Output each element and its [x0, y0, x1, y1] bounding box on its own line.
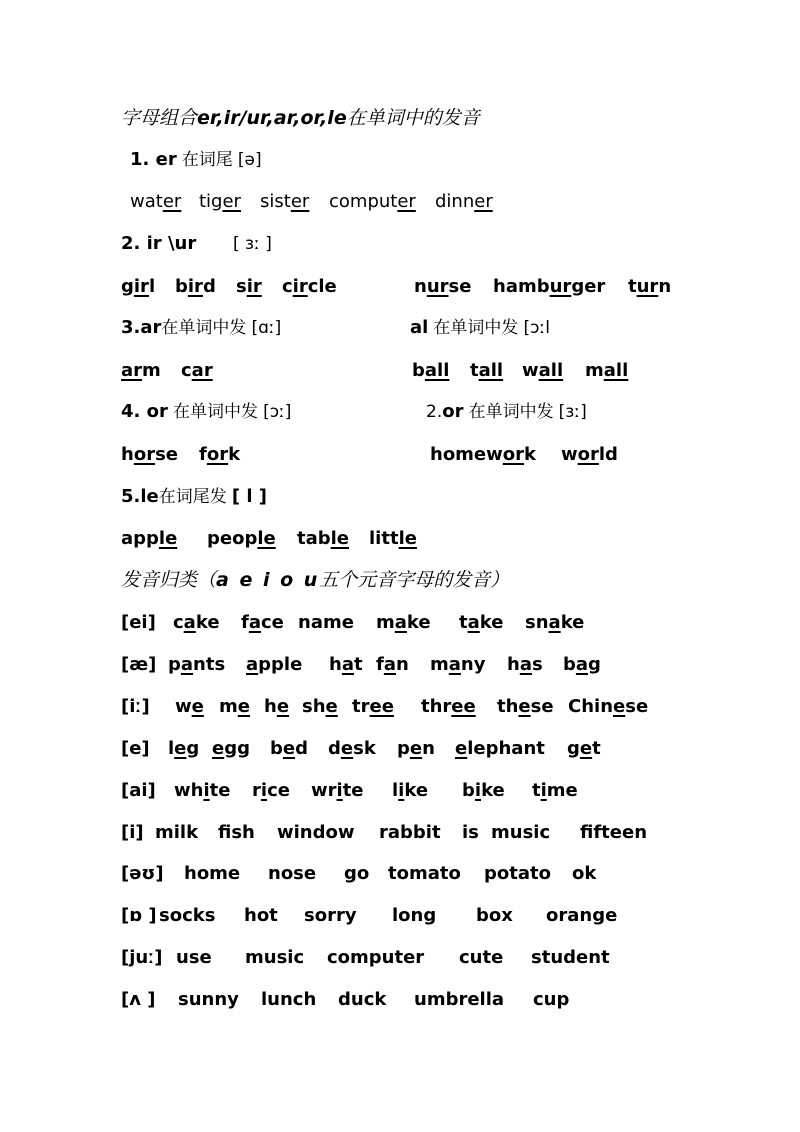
word: music — [491, 822, 551, 843]
word-underlined: ir — [292, 276, 308, 297]
word-pre: th — [497, 696, 519, 717]
word — [282, 278, 337, 296]
word-pre: p — [397, 738, 410, 759]
word-post: ke — [481, 780, 505, 801]
word-post: te — [342, 780, 364, 801]
word-pre: h — [264, 696, 277, 717]
heading-cn: 在单词中发 — [172, 402, 258, 422]
word — [174, 782, 230, 800]
word-pre: m — [430, 654, 449, 675]
word-post: te — [209, 780, 231, 801]
word-post: lephant — [467, 738, 545, 759]
word — [430, 446, 536, 464]
word — [392, 782, 428, 800]
word — [470, 362, 503, 380]
word — [252, 782, 290, 800]
word-underlined: e — [237, 696, 250, 717]
word-underlined: e — [409, 738, 423, 759]
word — [199, 446, 240, 464]
word-pre: n — [414, 276, 427, 297]
word-post: t — [353, 654, 363, 675]
word — [199, 193, 241, 211]
word-underlined: e — [455, 738, 468, 759]
word — [328, 740, 376, 758]
word — [376, 614, 431, 632]
word-underlined: i — [260, 780, 268, 801]
word-post: se — [530, 696, 554, 717]
word-pre: m — [585, 360, 604, 381]
row-ipa: [e] — [121, 738, 150, 759]
word: music — [245, 947, 305, 968]
word: long — [392, 905, 437, 926]
word-pre: w — [522, 360, 539, 381]
word-pre: f — [199, 444, 207, 465]
word — [493, 278, 605, 296]
word-pre: c — [181, 360, 192, 381]
word-post: t — [592, 738, 601, 759]
word: umbrella — [414, 989, 505, 1010]
word-pre: f — [241, 612, 249, 633]
row-ipa: [iː] — [121, 696, 150, 717]
word-pre: g — [121, 276, 134, 297]
row-ipa: [ai] — [121, 780, 156, 801]
word-underlined: i — [474, 780, 482, 801]
section3-heading-right — [410, 319, 550, 337]
word-pre: tig — [199, 191, 223, 212]
word — [585, 362, 628, 380]
word-post: se — [625, 696, 649, 717]
heading-number-bold: or — [442, 401, 464, 422]
word-underlined: a — [248, 612, 261, 633]
word-pre: b — [563, 654, 576, 675]
page-title — [121, 109, 480, 128]
heading-number: 2. ir \ur — [121, 233, 197, 254]
word-underlined: ee — [369, 696, 394, 717]
word-post: sk — [353, 738, 376, 759]
heading-ipa: [ɔːl — [523, 318, 550, 338]
word — [329, 193, 416, 211]
word-underlined: ee — [451, 696, 476, 717]
word-underlined: er — [290, 191, 310, 212]
word-underlined: e — [325, 696, 338, 717]
word: use — [176, 947, 212, 968]
word — [567, 740, 601, 758]
word-post: se — [448, 276, 472, 297]
heading-cn: 在词尾发 — [158, 487, 227, 507]
word-pre: h — [329, 654, 342, 675]
word-underlined: er — [397, 191, 416, 212]
word-post: n — [422, 738, 435, 759]
word-underlined: a — [467, 612, 480, 633]
word-pre: b — [270, 738, 283, 759]
word: student — [531, 947, 610, 968]
heading-ipa: [ ɜː ] — [233, 234, 272, 254]
section4-heading-left — [121, 403, 291, 421]
word: sunny — [178, 989, 239, 1010]
word: sorry — [304, 905, 357, 926]
section2-heading — [121, 235, 196, 253]
word — [270, 740, 308, 758]
word-pre: r — [252, 780, 261, 801]
word-underlined: all — [478, 360, 504, 381]
word-pre: c — [173, 612, 184, 633]
word: lunch — [261, 989, 317, 1010]
word-pre: h — [507, 654, 520, 675]
word-post: ce — [267, 780, 290, 801]
word-post: n — [658, 276, 672, 297]
word-underlined: e — [212, 738, 225, 759]
word-pre: s — [236, 276, 247, 297]
word — [563, 656, 601, 674]
word-pre: app — [121, 528, 159, 549]
word-post: k — [228, 444, 241, 465]
row-ipa: [i] — [121, 822, 144, 843]
word — [121, 530, 177, 548]
word-pre: wh — [174, 780, 204, 801]
word — [376, 656, 409, 674]
word-pre: t — [628, 276, 637, 297]
word-underlined: le — [257, 528, 276, 549]
word-pre: tr — [352, 696, 370, 717]
word — [302, 698, 338, 716]
word-post: se — [155, 444, 178, 465]
word-pre: comput — [329, 191, 398, 212]
word — [207, 530, 276, 548]
word-pre: l — [392, 780, 399, 801]
heading-number: 2. — [426, 402, 443, 422]
word-underlined: ir — [133, 276, 149, 297]
word-underlined: e — [340, 738, 354, 759]
word-pre: Chin — [568, 696, 614, 717]
word-pre: b — [462, 780, 475, 801]
word-underlined: ar — [191, 360, 213, 381]
word: is — [462, 822, 479, 843]
word-underlined: i — [203, 780, 210, 801]
word-post: ger — [571, 276, 606, 297]
word-pre: w — [561, 444, 578, 465]
word-underlined: er — [222, 191, 241, 212]
vowel-heading — [121, 571, 509, 590]
word — [462, 782, 505, 800]
word-post: s — [531, 654, 543, 675]
heading-number: 4. or — [121, 401, 168, 422]
word-post: m — [142, 360, 161, 381]
word — [121, 278, 155, 296]
title-cn-post: 在单词中的发音 — [346, 107, 480, 129]
section4-heading-right — [426, 403, 587, 421]
word-underlined: a — [180, 654, 194, 675]
word — [168, 656, 225, 674]
word-underlined: e — [613, 696, 626, 717]
row-ipa: [æ] — [121, 654, 157, 675]
word-pre: thr — [421, 696, 452, 717]
title-letters: er,ir/ur,ar,or,le — [197, 107, 347, 129]
word-post: g — [186, 738, 200, 759]
word-pre: b — [412, 360, 425, 381]
word-underlined: a — [183, 612, 196, 633]
word-pre: t — [459, 612, 468, 633]
word — [260, 193, 309, 211]
word-underlined: e — [174, 738, 187, 759]
word-pre: f — [376, 654, 384, 675]
word-underlined: ir — [187, 276, 203, 297]
word-post: d — [295, 738, 308, 759]
word-post: ke — [404, 780, 429, 801]
word: duck — [338, 989, 387, 1010]
word-pre: hamb — [493, 276, 550, 297]
word — [311, 782, 364, 800]
word: fish — [218, 822, 255, 843]
word: go — [344, 863, 370, 884]
word-post: cle — [307, 276, 337, 297]
word-pre: t — [470, 360, 479, 381]
row-ipa: [əʊ] — [121, 863, 164, 884]
word-pre: c — [282, 276, 293, 297]
word — [414, 278, 471, 296]
word-underlined: le — [398, 528, 417, 549]
word — [459, 614, 503, 632]
word-post: l — [148, 276, 156, 297]
word-pre: w — [175, 696, 192, 717]
word-post: ld — [598, 444, 618, 465]
word-post: n — [396, 654, 409, 675]
word: tomato — [388, 863, 461, 884]
word-underlined: or — [206, 444, 229, 465]
word-pre: l — [168, 738, 175, 759]
word-post: k — [524, 444, 537, 465]
word-post: g — [588, 654, 601, 675]
heading-ipa: [ l ] — [231, 486, 267, 507]
word — [421, 698, 476, 716]
word: rabbit — [379, 822, 441, 843]
word — [219, 698, 250, 716]
heading-ipa: [ə] — [237, 150, 262, 170]
word-pre: m — [219, 696, 238, 717]
word-pre: d — [328, 738, 341, 759]
word-underlined: a — [394, 612, 407, 633]
word-post: ke — [406, 612, 431, 633]
section3-heading-left — [121, 319, 281, 337]
word — [298, 614, 354, 632]
word-underlined: ur — [636, 276, 659, 297]
word: orange — [546, 905, 618, 926]
heading-ipa: [ɔː] — [263, 402, 292, 422]
word: box — [476, 905, 513, 926]
vowel-heading-pre: 发音归类（ — [121, 569, 217, 591]
word-post: ny — [460, 654, 486, 675]
word-underlined: ar — [121, 360, 143, 381]
heading-number: 1. er — [130, 149, 177, 170]
word — [130, 193, 181, 211]
word-underlined: i — [336, 780, 343, 801]
heading-number: al — [410, 317, 429, 338]
word-post: ke — [195, 612, 220, 633]
heading-cn: 在词尾 — [181, 150, 233, 170]
word-post: nts — [193, 654, 226, 675]
word-pre: p — [168, 654, 181, 675]
word-underlined: er — [162, 191, 182, 212]
word-underlined: e — [276, 696, 290, 717]
word-underlined: all — [424, 360, 450, 381]
vowel-heading-post: 五个元音字母的发音） — [319, 569, 510, 591]
section5-heading — [121, 488, 267, 506]
word: nose — [268, 863, 317, 884]
word-underlined: ur — [426, 276, 449, 297]
word-underlined: all — [603, 360, 629, 381]
word: potato — [484, 863, 551, 884]
word: fifteen — [580, 822, 648, 843]
word — [212, 740, 250, 758]
word — [121, 362, 161, 380]
word-underlined: er — [474, 191, 493, 212]
word: window — [277, 822, 355, 843]
word-pre: wat — [130, 191, 163, 212]
row-ipa: [ei] — [121, 612, 156, 633]
word: milk — [155, 822, 199, 843]
row-ipa: [juː] — [121, 947, 163, 968]
word-pre: m — [376, 612, 395, 633]
word-underlined: e — [191, 696, 204, 717]
word — [246, 656, 302, 674]
word-underlined: or — [133, 444, 156, 465]
heading-number: 3.ar — [121, 317, 162, 338]
word-pre: wr — [311, 780, 337, 801]
word — [522, 362, 563, 380]
word-pre: g — [567, 738, 580, 759]
word-underlined: all — [538, 360, 564, 381]
word-underlined: a — [383, 654, 396, 675]
word — [181, 362, 213, 380]
heading-ipa: [ɜː] — [558, 402, 587, 422]
word-underlined: le — [158, 528, 178, 549]
word-underlined: ir — [246, 276, 262, 297]
word-underlined: i — [540, 780, 547, 801]
word — [352, 698, 394, 716]
word-pre: h — [121, 444, 134, 465]
word — [264, 698, 289, 716]
word-pre: t — [532, 780, 541, 801]
word — [525, 614, 584, 632]
word-underlined: a — [448, 654, 461, 675]
word: socks — [159, 905, 216, 926]
word — [435, 193, 493, 211]
word-underlined: ur — [549, 276, 572, 297]
word-pre: tab — [297, 528, 331, 549]
word-pre: b — [175, 276, 188, 297]
word: cup — [533, 989, 570, 1010]
word-post: me — [546, 780, 578, 801]
word-post: ce — [261, 612, 284, 633]
word — [236, 278, 262, 296]
heading-cn: 在单词中发 — [468, 402, 554, 422]
word — [507, 656, 543, 674]
word-underlined: a — [519, 654, 532, 675]
heading-cn: 在单词中发 — [161, 318, 247, 338]
word-underlined: or — [502, 444, 525, 465]
section1-heading — [130, 151, 262, 169]
title-cn-pre: 字母组合 — [121, 107, 198, 129]
word-underlined: a — [575, 654, 589, 675]
word-post: ke — [560, 612, 585, 633]
word-pre: sist — [260, 191, 291, 212]
word-pre: homew — [430, 444, 503, 465]
word-post: ke — [479, 612, 504, 633]
word-post: d — [202, 276, 216, 297]
word — [175, 278, 216, 296]
row-ipa: [ɒ ] — [121, 905, 157, 926]
word — [430, 656, 485, 674]
word-pre: sh — [302, 696, 326, 717]
word-underlined: a — [548, 612, 561, 633]
word — [369, 530, 417, 548]
word — [412, 362, 449, 380]
word-post: gg — [224, 738, 250, 759]
word-pre: litt — [369, 528, 399, 549]
heading-ipa: [ɑː] — [251, 318, 282, 338]
word-underlined: e — [579, 738, 593, 759]
word — [568, 698, 648, 716]
word: home — [184, 863, 241, 884]
word — [497, 698, 554, 716]
word-underlined: e — [518, 696, 531, 717]
word-underlined: or — [577, 444, 599, 465]
word — [175, 698, 204, 716]
word: ok — [572, 863, 597, 884]
word — [628, 278, 671, 296]
word — [561, 446, 618, 464]
heading-cn: 在单词中发 — [433, 318, 519, 338]
word-underlined: a — [246, 654, 259, 675]
word-underlined: a — [341, 654, 354, 675]
vowel-letters: a e i o u — [216, 569, 320, 591]
word: hot — [244, 905, 278, 926]
word — [297, 530, 349, 548]
word — [173, 614, 220, 632]
word-pre: name — [298, 612, 354, 633]
word-pre: peop — [207, 528, 258, 549]
word-underlined: e — [282, 738, 296, 759]
word-post: pple — [258, 654, 303, 675]
row-ipa: [ʌ ] — [121, 989, 156, 1010]
word — [397, 740, 435, 758]
word-underlined: i — [398, 780, 405, 801]
word-underlined: le — [330, 528, 350, 549]
word-pre: dinn — [435, 191, 475, 212]
heading-number: 5.le — [121, 486, 159, 507]
word — [455, 740, 545, 758]
word — [241, 614, 284, 632]
word: computer — [327, 947, 425, 968]
word — [168, 740, 199, 758]
word — [121, 446, 178, 464]
word — [329, 656, 363, 674]
word-pre: sn — [525, 612, 549, 633]
word: cute — [459, 947, 504, 968]
word — [532, 782, 578, 800]
